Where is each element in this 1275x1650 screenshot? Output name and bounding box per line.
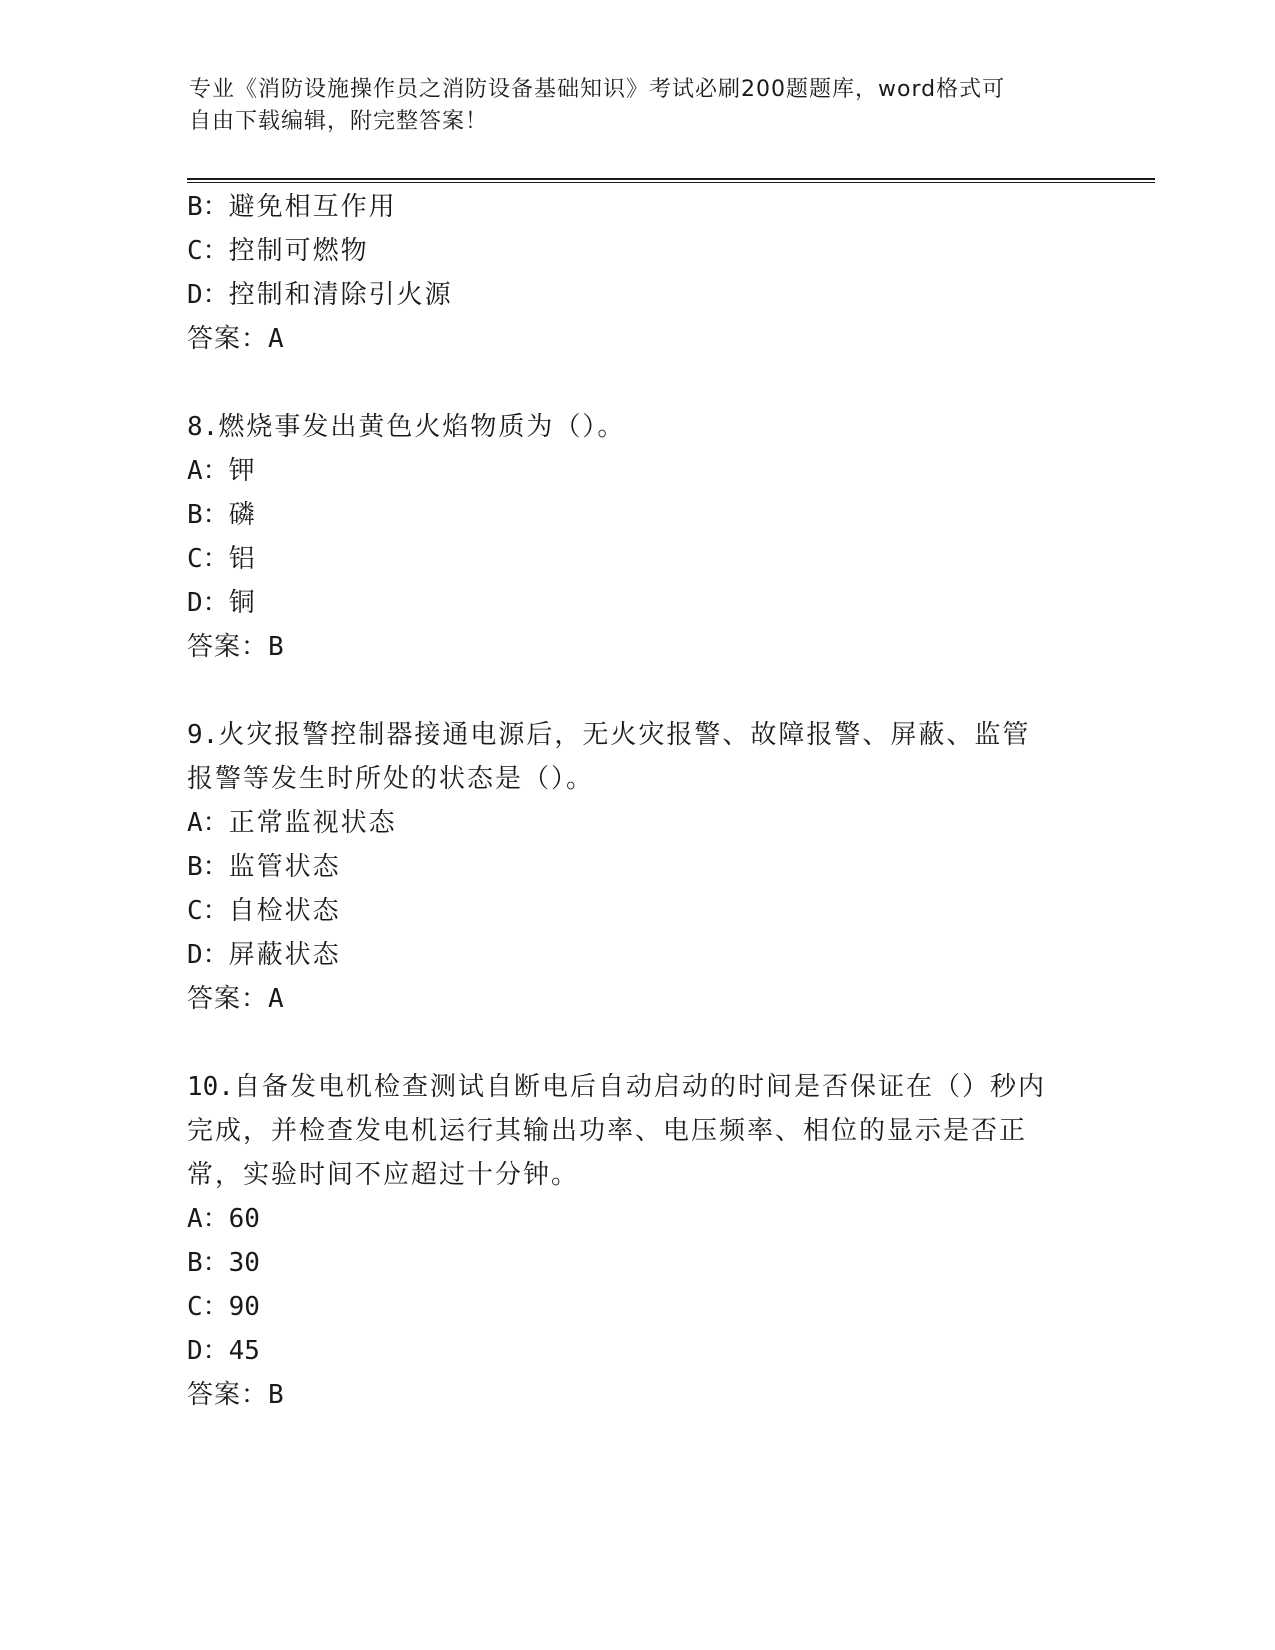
document-header (189, 74, 1069, 138)
header-line-2: 自由下载编辑，附完整答案！ (189, 109, 489, 134)
question-text: 自备发电机检查测试自断电后自动启动的时间是否保证在（）秒内 (233, 1072, 1046, 1102)
answer-label: 答案： (187, 324, 269, 354)
option-b (187, 1246, 260, 1280)
option-letter: A： (187, 1204, 229, 1234)
answer-line (187, 1378, 285, 1412)
option-d (187, 1334, 260, 1368)
option-letter: D： (187, 588, 229, 618)
option-text: 45 (228, 1336, 260, 1366)
option-b (187, 850, 341, 884)
answer-line (187, 982, 285, 1016)
option-c (187, 234, 369, 268)
answer-label: 答案： (187, 632, 269, 662)
header-line-1: 专业《消防设施操作员之消防设备基础知识》考试必刷200题题库，word格式可 (189, 77, 1006, 102)
question-8 (187, 410, 625, 444)
option-letter: C： (187, 896, 229, 926)
option-c (187, 1290, 260, 1324)
header-divider (187, 178, 1155, 180)
answer-value: A (268, 984, 285, 1014)
option-letter: A： (187, 808, 229, 838)
option-text: 60 (228, 1204, 260, 1234)
answer-value: A (268, 324, 285, 354)
option-a (187, 1202, 260, 1236)
answer-label: 答案： (187, 1380, 269, 1410)
option-a (187, 806, 397, 840)
option-text: 屏蔽状态 (228, 940, 341, 970)
option-letter: D： (187, 280, 229, 310)
option-letter: B： (187, 500, 229, 530)
answer-label: 答案： (187, 984, 269, 1014)
option-d (187, 586, 257, 620)
option-letter: D： (187, 1336, 229, 1366)
question-text: 常，实验时间不应超过十分钟。 (187, 1160, 580, 1190)
header-divider-thin (187, 182, 1155, 183)
answer-line (187, 322, 285, 356)
option-text: 监管状态 (228, 852, 341, 882)
option-b (187, 498, 257, 532)
answer-value: B (268, 632, 285, 662)
option-a (187, 454, 257, 488)
answer-value: B (268, 1380, 285, 1410)
question-text: 燃烧事发出黄色火焰物质为（）。 (218, 412, 626, 442)
option-letter: B： (187, 852, 229, 882)
question-number: 10. (187, 1072, 234, 1102)
option-text: 30 (228, 1248, 260, 1278)
question-10 (187, 1070, 1046, 1104)
option-c (187, 542, 257, 576)
option-letter: C： (187, 544, 229, 574)
answer-line (187, 630, 285, 664)
option-letter: C： (187, 1292, 229, 1322)
option-letter: C： (187, 236, 229, 266)
option-text: 正常监视状态 (228, 808, 397, 838)
option-text: 避免相互作用 (228, 192, 397, 222)
option-text: 控制可燃物 (228, 236, 369, 266)
option-d (187, 938, 341, 972)
question-9-continued (187, 762, 594, 796)
question-text: 报警等发生时所处的状态是（）。 (187, 764, 595, 794)
option-text: 铜 (228, 588, 257, 618)
question-10-continued (187, 1114, 1027, 1148)
option-text: 磷 (228, 500, 257, 530)
option-text: 钾 (228, 456, 257, 486)
option-d (187, 278, 453, 312)
option-text: 控制和清除引火源 (228, 280, 453, 310)
option-text: 90 (228, 1292, 260, 1322)
option-b (187, 190, 397, 224)
option-letter: D： (187, 940, 229, 970)
option-letter: A： (187, 456, 229, 486)
option-c (187, 894, 341, 928)
question-9 (187, 718, 1030, 752)
question-text: 完成，并检查发电机运行其输出功率、电压频率、相位的显示是否正 (187, 1116, 1028, 1146)
option-text: 自检状态 (228, 896, 341, 926)
question-10-continued (187, 1158, 579, 1192)
option-letter: B： (187, 1248, 229, 1278)
question-number: 9. (187, 720, 219, 750)
question-number: 8. (187, 412, 219, 442)
option-text: 铝 (228, 544, 257, 574)
question-text: 火灾报警控制器接通电源后，无火灾报警、故障报警、屏蔽、监管 (218, 720, 1031, 750)
option-letter: B： (187, 192, 229, 222)
